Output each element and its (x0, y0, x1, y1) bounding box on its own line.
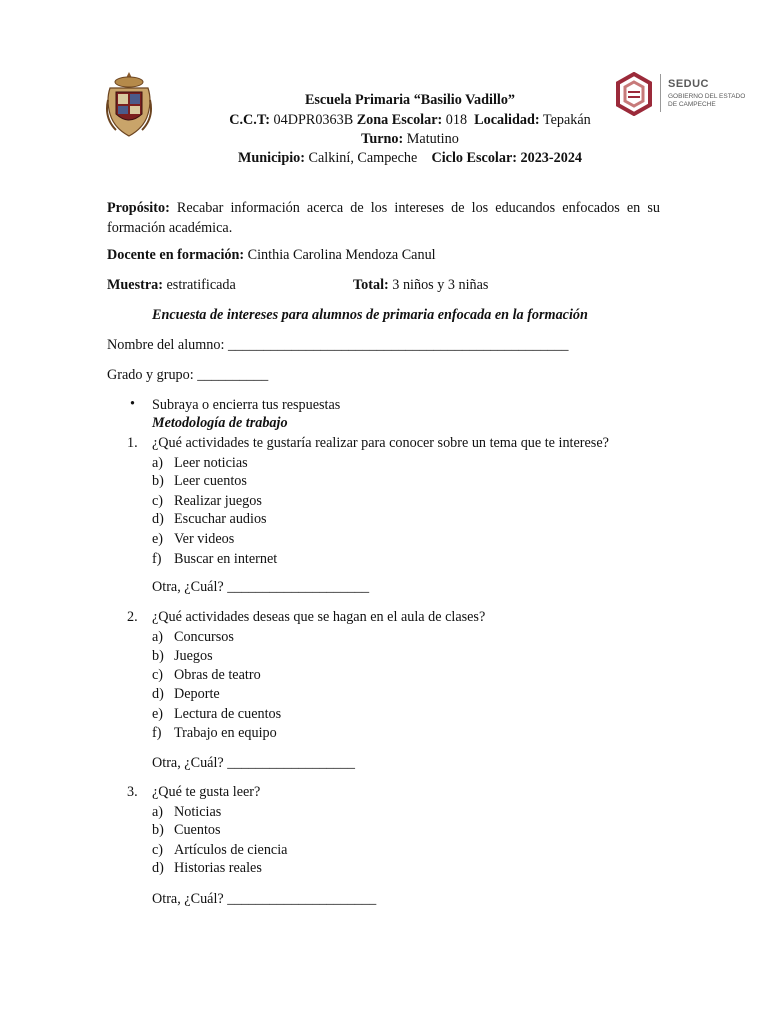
q2-option-d[interactable]: d) Deporte (152, 686, 220, 702)
q1-option-d[interactable]: d) Escuchar audios (152, 511, 267, 527)
seduc-logo (612, 70, 762, 120)
q3-option-b[interactable]: b) Cuentos (152, 822, 221, 838)
seduc-emblem-icon (614, 72, 654, 116)
q1-option-e[interactable]: e) Ver videos (152, 531, 235, 547)
q1-option-f[interactable]: f) Buscar en internet (152, 551, 278, 567)
muestra-line: Muestra: estratificada (107, 277, 236, 293)
q3-option-d[interactable]: d) Historias reales (152, 860, 262, 876)
total-line: Total: 3 niños y 3 niñas (353, 277, 489, 293)
q2-other-field[interactable]: Otra, ¿Cuál? __________________ (152, 755, 355, 771)
municipio-line: Municipio: Calkiní, Campeche Ciclo Escolar: 2023-2024 (237, 150, 583, 166)
question-3: 3. ¿Qué te gusta leer? (127, 784, 261, 800)
q1-other-field[interactable]: Otra, ¿Cuál? ____________________ (152, 579, 370, 595)
q2-option-e[interactable]: e) Lectura de cuentos (152, 706, 282, 722)
q3-option-a[interactable]: a) Noticias (152, 804, 222, 820)
q2-option-c[interactable]: c) Obras de teatro (152, 667, 261, 683)
seduc-logo-title: SEDUC (668, 78, 710, 90)
seduc-logo-subtitle-1: GOBIERNO DEL ESTADO (668, 93, 746, 100)
section-title: Metodología de trabajo (152, 415, 288, 431)
q1-option-c[interactable]: c) Realizar juegos (152, 493, 262, 509)
question-2: 2. ¿Qué actividades deseas que se hagan en el aula de clases? (127, 609, 486, 625)
question-1: 1. ¿Qué actividades te gustaría realizar para conocer sobre un tema que te interese? (127, 435, 609, 451)
q1-option-b[interactable]: b) Leer cuentos (152, 473, 247, 489)
nombre-field[interactable]: Nombre del alumno: ________________________________________________ (107, 337, 569, 353)
q3-other-field[interactable]: Otra, ¿Cuál? _____________________ (152, 891, 377, 907)
q1-option-a[interactable]: a) Leer noticias (152, 455, 248, 471)
q3-option-c[interactable]: c) Artículos de ciencia (152, 842, 288, 858)
grado-field[interactable]: Grado y grupo: __________ (107, 367, 269, 383)
q2-option-a[interactable]: a) Concursos (152, 629, 234, 645)
school-name: Escuela Primaria “Basilio Vadillo” (304, 92, 516, 108)
survey-title: Encuesta de intereses para alumnos de primaria enfocada en la formación (152, 307, 588, 323)
school-info-line: C.C.T: 04DPR0363B Zona Escolar: 018 Localidad: Tepakán (229, 112, 591, 128)
seduc-logo-subtitle-2: DE CAMPECHE (668, 101, 716, 108)
instruction-text: Subraya o encierra tus respuestas (152, 397, 341, 413)
bullet-icon: • (130, 396, 135, 412)
school-crest-logo (104, 70, 154, 140)
proposito-paragraph: Propósito: Recabar información acerca de los intereses de los educandos enfocados en su formación académica. (107, 200, 660, 236)
q2-option-f[interactable]: f) Trabajo en equipo (152, 725, 277, 741)
q2-option-b[interactable]: b) Juegos (152, 648, 213, 664)
turno-line: Turno: Matutino (361, 131, 459, 147)
docente-line: Docente en formación: Cinthia Carolina Mendoza Canul (107, 247, 436, 263)
